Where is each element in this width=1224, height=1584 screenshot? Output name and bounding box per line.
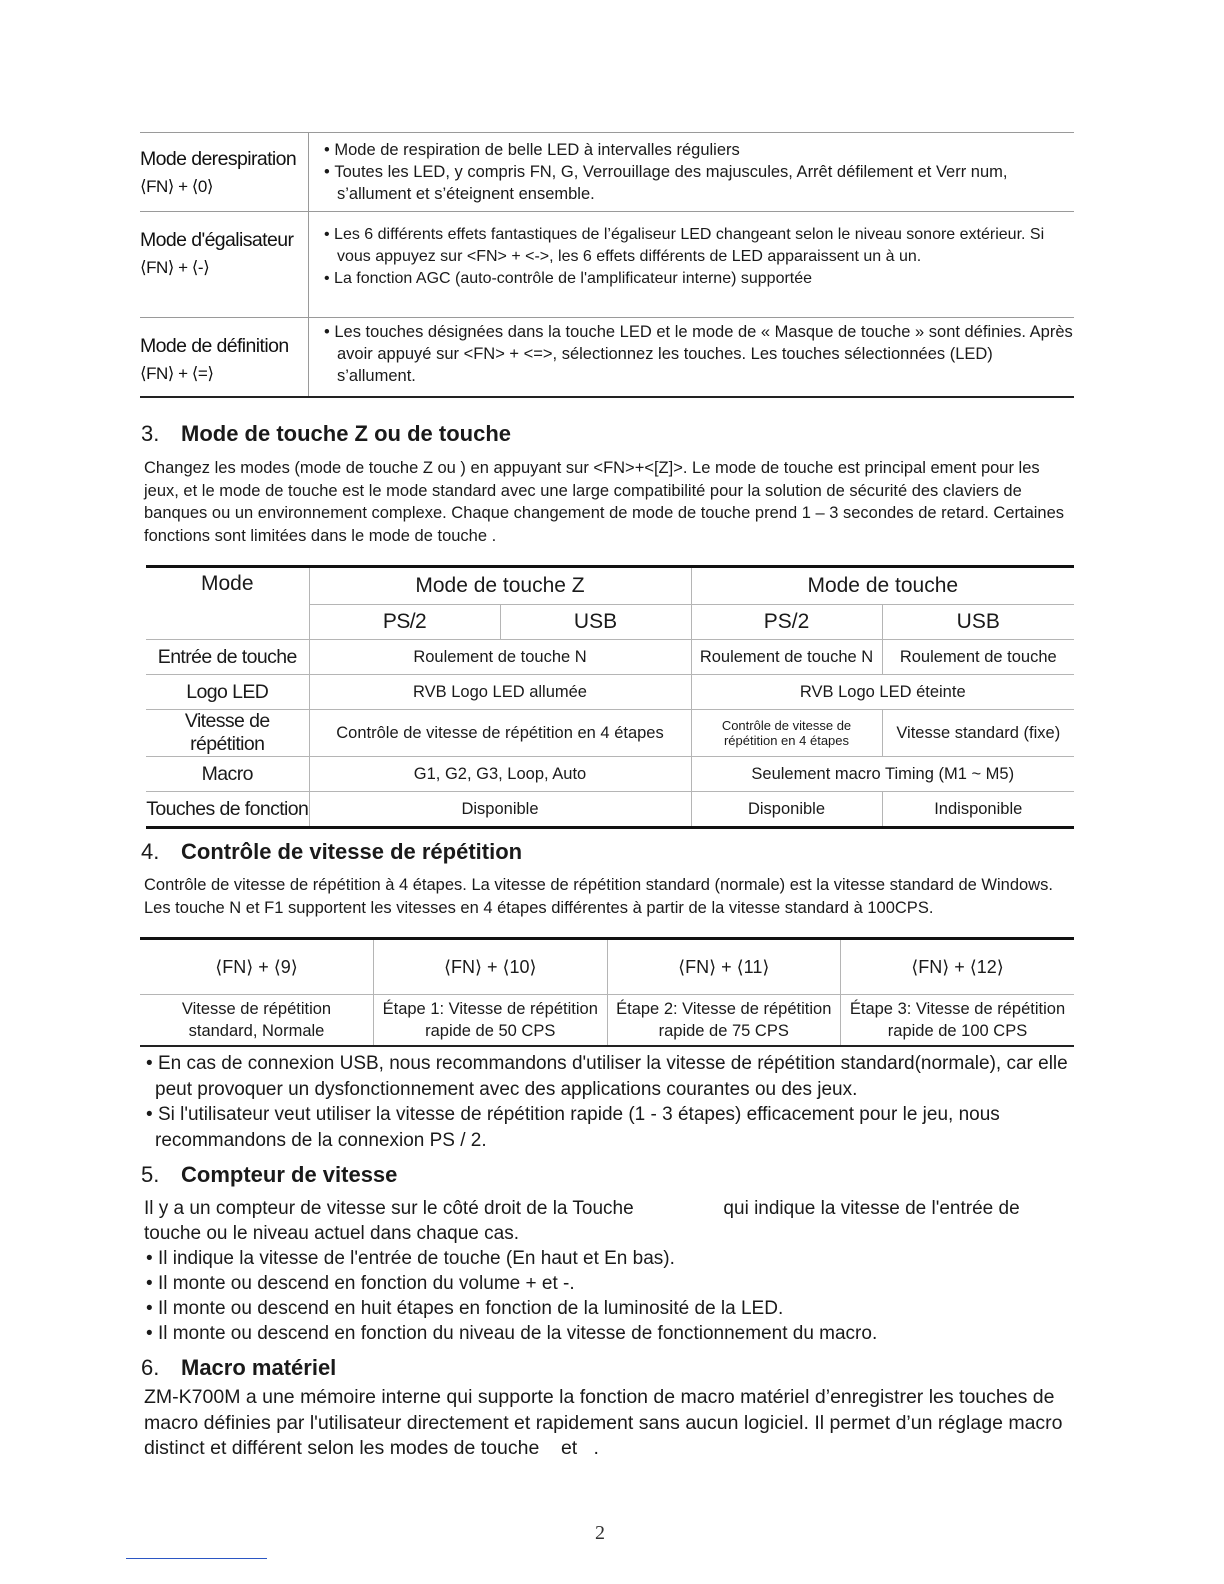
led-mode-description — [309, 212, 1075, 318]
table-cell: Roulement de touche N — [691, 640, 882, 675]
key-combo-header: ⟨FN⟩ + ⟨9⟩ — [140, 939, 374, 995]
key-combo-header: ⟨FN⟩ + ⟨10⟩ — [374, 939, 608, 995]
led-mode-row — [140, 133, 1074, 212]
table-cell: Disponible — [691, 792, 882, 828]
table-cell: Vitesse de répétition standard, Normale — [140, 995, 374, 1047]
section-title: Mode de touche Z ou de touche — [181, 421, 511, 446]
row-label: Logo LED — [146, 675, 309, 710]
led-mode-row — [140, 212, 1074, 318]
row-label: Entrée de touche — [146, 640, 309, 675]
group-header-other: Mode de touche — [691, 567, 1074, 605]
footer-rule — [126, 1558, 267, 1559]
led-mode-label-cell — [140, 318, 309, 398]
section-paragraph: Il y a un compteur de vitesse sur le côté droit de la Touche qui indique la vitesse de l'entrée de touche ou le niveau actuel dans chaque cas. — [144, 1198, 1025, 1244]
section-paragraph: Contrôle de vitesse de répétition à 4 étapes. La vitesse de répétition standard (normale) est la vitesse standard de Windows. Les touche N et F1 supportent les vitesses en 4 étapes différentes à partir de la vitesse standard à 100CPS. — [144, 876, 1053, 917]
list-item: • Il monte ou descend en fonction du volume + et -. — [146, 1271, 1076, 1296]
table-header-row — [140, 939, 1074, 995]
led-mode-row — [140, 318, 1074, 398]
row-label: Macro — [146, 757, 309, 792]
usb-header: USB — [500, 605, 691, 640]
table-cell: RVB Logo LED éteinte — [691, 675, 1074, 710]
key-combo-header: ⟨FN⟩ + ⟨12⟩ — [841, 939, 1075, 995]
usb-header: USB — [882, 605, 1074, 640]
led-mode-name: Mode d'égalisateur — [140, 229, 294, 251]
led-mode-label-cell — [140, 133, 309, 212]
table-row — [140, 995, 1074, 1047]
led-mode-description — [309, 133, 1075, 212]
table-cell: Contrôle de vitesse de répétition en 4 étapes — [691, 710, 882, 757]
table-cell: Roulement de touche N — [309, 640, 691, 675]
section-paragraph: Changez les modes (mode de touche Z ou ) en appuyant sur <FN>+<[Z]>. Le mode de touche est principal ement pour les jeux, et le mode de touche est le mode standard avec une large compatibilité pour la solution de sécurité des claviers de banques ou un environnement complexe. Chaque changement de mode de touche prend 1 – 3 secondes de retard. Certaines fonctions sont limitées dans le mode de touche . — [144, 459, 1065, 545]
list-item: • Si l'utilisateur veut utiliser la vitesse de répétition rapide (1 - 3 étapes) efficacement pour le jeu, nous recommandons de la connexion PS / 2. — [146, 1102, 1076, 1153]
table-cell: Seulement macro Timing (M1 ~ M5) — [691, 757, 1074, 792]
section-heading — [141, 421, 511, 447]
section-heading — [141, 1355, 336, 1381]
table-cell: Disponible — [309, 792, 691, 828]
section-title: Contrôle de vitesse de répétition — [181, 839, 523, 864]
group-header-z: Mode de touche Z — [309, 567, 691, 605]
table-row — [146, 757, 1074, 792]
section-heading — [141, 1162, 397, 1188]
section-number: 4. — [141, 839, 160, 864]
table-header-row — [146, 567, 1074, 605]
list-item: • Il indique la vitesse de l'entrée de touche (En haut et En bas). — [146, 1246, 1076, 1271]
led-mode-key-combo: ⟨FN⟩ + ⟨-⟩ — [140, 258, 210, 277]
section-title: Compteur de vitesse — [181, 1162, 398, 1187]
led-mode-label-cell — [140, 212, 309, 318]
table-cell: Roulement de touche — [882, 640, 1074, 675]
table-cell: Indisponible — [882, 792, 1074, 828]
speed-notes-list — [146, 1051, 1076, 1153]
section-title: Macro matériel — [181, 1355, 337, 1380]
led-mode-key-combo: ⟨FN⟩ + ⟨=⟩ — [140, 364, 214, 383]
led-mode-bullet: • Mode de respiration de belle LED à intervalles réguliers — [324, 139, 1074, 161]
led-mode-table — [140, 132, 1074, 398]
led-mode-name: Mode derespiration — [140, 148, 297, 170]
section-number: 6. — [141, 1355, 160, 1380]
section-paragraph: ZM-K700M a une mémoire interne qui supporte la fonction de macro matériel d’enregistrer les touches de macro définies par l'utilisateur directement et rapidement sans aucun logiciel. Il permet d’un réglage macro distinct et différent selon les modes de touche et . — [144, 1386, 1068, 1459]
list-item: • Il monte ou descend en huit étapes en fonction de la luminosité de la LED. — [146, 1296, 1076, 1321]
table-cell: RVB Logo LED allumée — [309, 675, 691, 710]
row-label: Touches de fonction — [146, 792, 309, 828]
table-cell: G1, G2, G3, Loop, Auto — [309, 757, 691, 792]
section-heading — [141, 839, 522, 865]
led-mode-bullet: • La fonction AGC (auto-contrôle de l'amplificateur interne) supportée — [324, 268, 1074, 290]
key-combo-header: ⟨FN⟩ + ⟨11⟩ — [607, 939, 841, 995]
led-mode-key-combo: ⟨FN⟩ + ⟨0⟩ — [140, 177, 214, 196]
table-row — [146, 710, 1074, 757]
led-mode-name: Mode de définition — [140, 335, 289, 357]
led-mode-bullet: • Toutes les LED, y compris FN, G, Verrouillage des majuscules, Arrêt défilement et Verr num, s’allument et s’éteignent ensemble. — [324, 161, 1074, 205]
led-mode-description — [309, 318, 1075, 398]
section-number: 5. — [141, 1162, 160, 1187]
table-row — [146, 792, 1074, 828]
table-cell: Étape 1: Vitesse de répétition rapide de 50 CPS — [374, 995, 608, 1047]
table-row — [146, 675, 1074, 710]
table-cell: Étape 3: Vitesse de répétition rapide de 100 CPS — [841, 995, 1075, 1047]
section-number: 3. — [141, 421, 160, 446]
speed-counter-list — [146, 1246, 1076, 1346]
row-label: Vitesse de répétition — [146, 710, 309, 757]
table-cell: Contrôle de vitesse de répétition en 4 étapes — [309, 710, 691, 757]
list-item: • En cas de connexion USB, nous recommandons d'utiliser la vitesse de répétition standard(normale), car elle peut provoquer un dysfonctionnement avec des applications courantes ou des jeux. — [146, 1051, 1076, 1102]
table-cell: Étape 2: Vitesse de répétition rapide de 75 CPS — [607, 995, 841, 1047]
list-item: • Il monte ou descend en fonction du niveau de la vitesse de fonctionnement du macro. — [146, 1321, 1076, 1346]
table-row — [146, 640, 1074, 675]
repeat-speed-table — [140, 937, 1074, 1047]
page-number: 2 — [595, 1522, 605, 1544]
led-mode-bullet: • Les touches désignées dans la touche LED et le mode de « Masque de touche » sont définies. Après avoir appuyé sur <FN> + <=>, sélectionnez les touches. Les touches sélectionnées (LED) s’allument. — [324, 321, 1074, 387]
mode-header: Mode — [146, 567, 309, 640]
table-cell: Vitesse standard (fixe) — [882, 710, 1074, 757]
led-mode-bullet: • Les 6 différents effets fantastiques de l’égaliseur LED changeant selon le niveau sonore extérieur. Si vous appuyez sur <FN> + <->, les 6 effets différents de LED apparaissent un à un. — [324, 224, 1074, 268]
ps2-header: PS/2 — [309, 605, 500, 640]
ps2-header: PS/2 — [691, 605, 882, 640]
key-mode-comparison-table — [146, 565, 1074, 829]
